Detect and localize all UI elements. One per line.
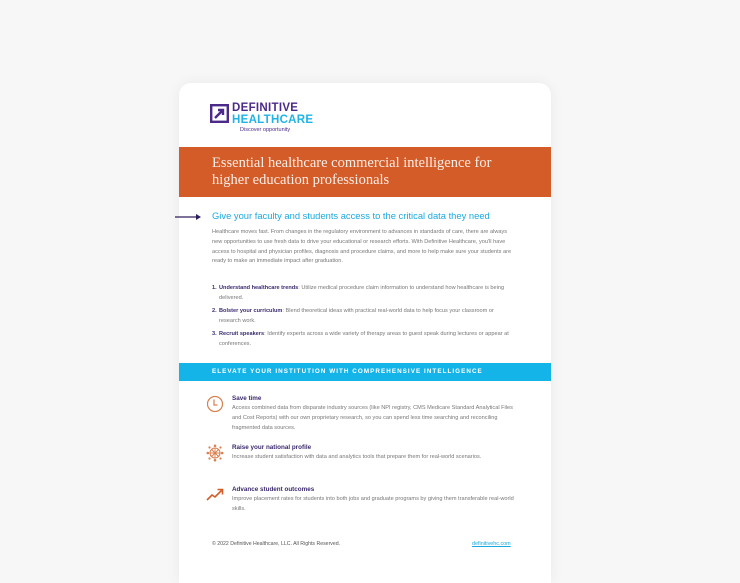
clock-icon [206, 395, 224, 413]
list-item: 1. Understand healthcare trends: Utilize medical procedure claim information to understand how healthcare is being delivered. [212, 285, 505, 301]
trend-up-icon [206, 486, 224, 504]
network-globe-icon [206, 444, 224, 462]
logo-wordmark-line2: HEALTHCARE [232, 113, 314, 126]
feature-title: Save time [232, 395, 262, 402]
company-logo [210, 103, 313, 134]
feature-body: Increase student satisfaction with data and analytics tools that prepare them for real-world scenarios. [232, 454, 482, 460]
arrow-right-icon [175, 213, 203, 221]
band-heading: ELEVATE YOUR INSTITUTION WITH COMPREHENSIVE INTELLIGENCE [212, 368, 483, 375]
section-band [179, 363, 551, 381]
copyright-text: © 2022 Definitive Healthcare, LLC. All Rights Reserved. [212, 541, 341, 547]
website-link[interactable]: definitivehc.com [472, 541, 511, 547]
section-heading: Give your faculty and students access to the critical data they need [212, 210, 490, 221]
feature-title: Advance student outcomes [232, 486, 315, 493]
list-item: 2. Bolster your curriculum: Blend theoretical ideas with practical real-world data to help focus your classroom or research work. [212, 308, 494, 324]
hero-banner [179, 147, 551, 197]
intro-paragraph: Healthcare moves fast. From changes in the regulatory environment to advances in standards of care, there are always new opportunities to use fresh data to drive your educational or research efforts. With Definitive Healthcare, you'll have access to hospital and physician profiles, diagnosis and procedure claims, and more to help make sure your students are ready to make an immediate impact after graduation. [212, 229, 512, 265]
feature-body: Access combined data from disparate industry sources (like NPI registry, CMS Medicare Standard Analytical Files and Cost Reports) with our own proprietary research, so you can spend less time searching and reconciling fragmented data sources. [232, 405, 513, 431]
document-title: Essential healthcare commercial intelligence for higher education professionals [212, 155, 492, 188]
feature-body: Improve placement rates for students into both jobs and graduate programs by giving them transferable real-world skills. [232, 496, 514, 512]
logo-wordmark-line1: DEFINITIVE [232, 102, 299, 114]
feature-title: Raise your national profile [232, 444, 312, 451]
document-page [179, 83, 551, 583]
arrow-box-icon [210, 104, 229, 123]
logo-tagline: Discover opportunity [240, 127, 291, 133]
benefits-list [212, 284, 512, 353]
list-item: 3. Recruit speakers: Identify experts across a wide variety of therapy areas to guest speak during lectures or appear at conferences. [212, 331, 509, 347]
